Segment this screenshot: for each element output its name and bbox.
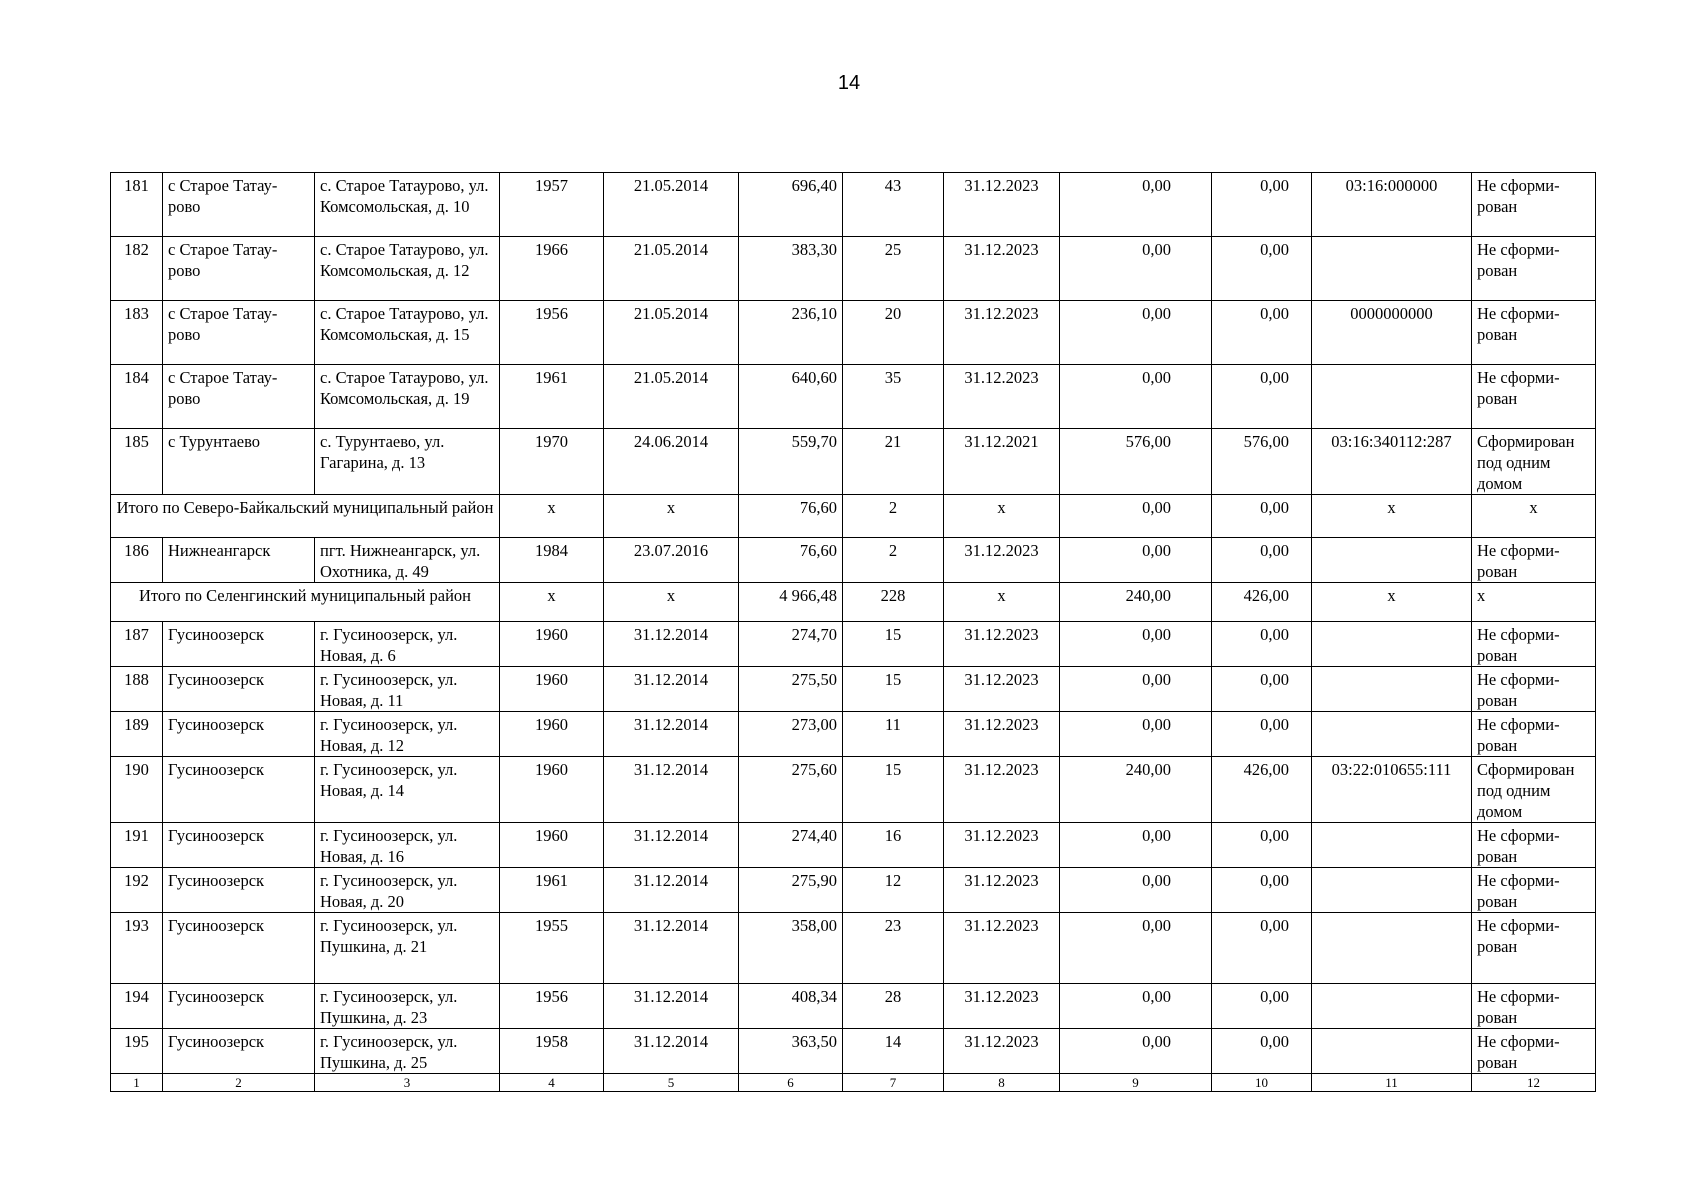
cell-residents: 11 [843, 712, 944, 757]
cell-deadline: 31.12.2023 [944, 622, 1060, 667]
cell-cadastral: 03:16:340112:287 [1312, 429, 1472, 495]
cell-col10: 0,00 [1212, 495, 1312, 538]
cell-deadline: 31.12.2023 [944, 237, 1060, 301]
cell-col10: 426,00 [1212, 583, 1312, 622]
cell-col9: 240,00 [1060, 583, 1212, 622]
column-number: 10 [1212, 1074, 1312, 1092]
cell-area: 275,60 [739, 757, 843, 823]
cell-residents: 12 [843, 868, 944, 913]
column-number: 9 [1060, 1074, 1212, 1092]
cell-settlement: с Старое Татау-рово [163, 173, 315, 237]
cell-cadastral [1312, 622, 1472, 667]
cell-year: 1961 [500, 868, 604, 913]
cell-date: x [604, 495, 739, 538]
cell-status: x [1472, 583, 1596, 622]
cell-col9: 0,00 [1060, 984, 1212, 1029]
cell-status: x [1472, 495, 1596, 538]
housing-registry-table [110, 172, 1596, 1092]
cell-col9: 0,00 [1060, 1029, 1212, 1074]
cell-date: x [604, 583, 739, 622]
cell-area: 640,60 [739, 365, 843, 429]
cell-no: 188 [111, 667, 163, 712]
cell-deadline: 31.12.2023 [944, 365, 1060, 429]
cell-status: Не сформи-рован [1472, 237, 1596, 301]
cell-col10: 0,00 [1212, 365, 1312, 429]
cell-area: 76,60 [739, 538, 843, 583]
cell-cadastral [1312, 538, 1472, 583]
cell-address: с. Старое Татаурово, ул. Комсомольская, д. 10 [315, 173, 500, 237]
cell-address: г. Гусиноозерск, ул. Новая, д. 12 [315, 712, 500, 757]
cell-year: 1960 [500, 757, 604, 823]
cell-settlement: Гусиноозерск [163, 622, 315, 667]
cell-year: 1958 [500, 1029, 604, 1074]
cell-date: 31.12.2014 [604, 1029, 739, 1074]
cell-year: 1960 [500, 622, 604, 667]
cell-status: Не сформи-рован [1472, 712, 1596, 757]
cell-year: 1956 [500, 984, 604, 1029]
cell-year: 1960 [500, 823, 604, 868]
cell-cadastral [1312, 868, 1472, 913]
cell-residents: 2 [843, 495, 944, 538]
cell-no: 192 [111, 868, 163, 913]
cell-area: 275,50 [739, 667, 843, 712]
table-row [111, 301, 1596, 365]
page-number: 14 [837, 72, 861, 94]
cell-col9: 0,00 [1060, 495, 1212, 538]
cell-col9: 576,00 [1060, 429, 1212, 495]
cell-address: пгт. Нижнеангарск, ул. Охотника, д. 49 [315, 538, 500, 583]
cell-deadline: 31.12.2023 [944, 538, 1060, 583]
table-row [111, 823, 1596, 868]
cell-year: 1960 [500, 712, 604, 757]
cell-status: Не сформи-рован [1472, 365, 1596, 429]
cell-residents: 15 [843, 667, 944, 712]
cell-area: 236,10 [739, 301, 843, 365]
table-row [111, 1029, 1596, 1074]
cell-col9: 0,00 [1060, 237, 1212, 301]
cell-date: 21.05.2014 [604, 365, 739, 429]
cell-date: 21.05.2014 [604, 173, 739, 237]
cell-no: 185 [111, 429, 163, 495]
table-row [111, 622, 1596, 667]
cell-col10: 0,00 [1212, 823, 1312, 868]
column-number: 5 [604, 1074, 739, 1092]
cell-area: 76,60 [739, 495, 843, 538]
cell-no: 184 [111, 365, 163, 429]
cell-col10: 0,00 [1212, 622, 1312, 667]
table-row [111, 868, 1596, 913]
cell-cadastral [1312, 913, 1472, 984]
column-number: 7 [843, 1074, 944, 1092]
cell-col10: 0,00 [1212, 301, 1312, 365]
cell-col9: 240,00 [1060, 757, 1212, 823]
cell-deadline: 31.12.2023 [944, 712, 1060, 757]
cell-residents: 20 [843, 301, 944, 365]
table-row [111, 237, 1596, 301]
cell-address: г. Гусиноозерск, ул. Пушкина, д. 23 [315, 984, 500, 1029]
cell-deadline: 31.12.2023 [944, 667, 1060, 712]
cell-deadline: 31.12.2023 [944, 913, 1060, 984]
cell-col10: 0,00 [1212, 173, 1312, 237]
cell-no: 187 [111, 622, 163, 667]
total-row-selenga [111, 583, 1596, 622]
cell-status: Не сформи-рован [1472, 823, 1596, 868]
cell-area: 383,30 [739, 237, 843, 301]
cell-settlement: Гусиноозерск [163, 823, 315, 868]
cell-residents: 15 [843, 622, 944, 667]
cell-deadline: x [944, 495, 1060, 538]
cell-col10: 576,00 [1212, 429, 1312, 495]
cell-col10: 0,00 [1212, 667, 1312, 712]
cell-year: x [500, 583, 604, 622]
cell-date: 31.12.2014 [604, 868, 739, 913]
cell-date: 23.07.2016 [604, 538, 739, 583]
cell-col9: 0,00 [1060, 868, 1212, 913]
cell-col9: 0,00 [1060, 913, 1212, 984]
cell-col9: 0,00 [1060, 538, 1212, 583]
cell-col10: 0,00 [1212, 913, 1312, 984]
cell-settlement: с Старое Татау-рово [163, 237, 315, 301]
cell-col9: 0,00 [1060, 823, 1212, 868]
cell-residents: 23 [843, 913, 944, 984]
total-label: Итого по Северо-Байкальский муниципальный район [111, 495, 500, 538]
cell-residents: 228 [843, 583, 944, 622]
cell-area: 408,34 [739, 984, 843, 1029]
cell-date: 31.12.2014 [604, 757, 739, 823]
column-number: 4 [500, 1074, 604, 1092]
cell-no: 190 [111, 757, 163, 823]
column-number: 1 [111, 1074, 163, 1092]
cell-residents: 15 [843, 757, 944, 823]
cell-col10: 0,00 [1212, 1029, 1312, 1074]
cell-address: г. Гусиноозерск, ул. Новая, д. 6 [315, 622, 500, 667]
cell-address: с. Старое Татаурово, ул. Комсомольская, д. 19 [315, 365, 500, 429]
cell-col9: 0,00 [1060, 365, 1212, 429]
cell-area: 696,40 [739, 173, 843, 237]
cell-residents: 28 [843, 984, 944, 1029]
cell-deadline: 31.12.2023 [944, 1029, 1060, 1074]
cell-col9: 0,00 [1060, 173, 1212, 237]
cell-date: 21.05.2014 [604, 237, 739, 301]
cell-date: 31.12.2014 [604, 913, 739, 984]
cell-status: Не сформи-рован [1472, 913, 1596, 984]
cell-col9: 0,00 [1060, 712, 1212, 757]
column-number: 8 [944, 1074, 1060, 1092]
cell-status: Не сформи-рован [1472, 173, 1596, 237]
cell-area: 363,50 [739, 1029, 843, 1074]
cell-deadline: x [944, 583, 1060, 622]
cell-year: 1956 [500, 301, 604, 365]
cell-status: Сформирован под одним домом [1472, 757, 1596, 823]
cell-no: 194 [111, 984, 163, 1029]
total-label: Итого по Селенгинский муниципальный район [111, 583, 500, 622]
cell-col10: 0,00 [1212, 984, 1312, 1029]
cell-cadastral: 03:22:010655:111 [1312, 757, 1472, 823]
cell-residents: 35 [843, 365, 944, 429]
cell-settlement: Гусиноозерск [163, 757, 315, 823]
cell-col10: 426,00 [1212, 757, 1312, 823]
cell-address: г. Гусиноозерск, ул. Новая, д. 11 [315, 667, 500, 712]
cell-col10: 0,00 [1212, 538, 1312, 583]
cell-area: 4 966,48 [739, 583, 843, 622]
cell-area: 274,40 [739, 823, 843, 868]
cell-residents: 21 [843, 429, 944, 495]
cell-no: 186 [111, 538, 163, 583]
cell-area: 275,90 [739, 868, 843, 913]
cell-status: Сформирован под одним домом [1472, 429, 1596, 495]
cell-settlement: Гусиноозерск [163, 868, 315, 913]
table-row [111, 365, 1596, 429]
table-row [111, 538, 1596, 583]
cell-deadline: 31.12.2021 [944, 429, 1060, 495]
cell-address: с. Турунтаево, ул. Гагарина, д. 13 [315, 429, 500, 495]
cell-cadastral [1312, 823, 1472, 868]
cell-cadastral [1312, 365, 1472, 429]
cell-year: 1957 [500, 173, 604, 237]
cell-status: Не сформи-рован [1472, 1029, 1596, 1074]
cell-settlement: Гусиноозерск [163, 667, 315, 712]
table-row [111, 667, 1596, 712]
cell-status: Не сформи-рован [1472, 301, 1596, 365]
cell-address: г. Гусиноозерск, ул. Новая, д. 20 [315, 868, 500, 913]
cell-settlement: Нижнеангарск [163, 538, 315, 583]
cell-col9: 0,00 [1060, 301, 1212, 365]
cell-area: 274,70 [739, 622, 843, 667]
cell-area: 358,00 [739, 913, 843, 984]
cell-address: с. Старое Татаурово, ул. Комсомольская, д. 12 [315, 237, 500, 301]
cell-settlement: с Турунтаево [163, 429, 315, 495]
cell-deadline: 31.12.2023 [944, 984, 1060, 1029]
table-row [111, 429, 1596, 495]
cell-cadastral: x [1312, 583, 1472, 622]
cell-year: 1984 [500, 538, 604, 583]
cell-address: с. Старое Татаурово, ул. Комсомольская, д. 15 [315, 301, 500, 365]
cell-residents: 16 [843, 823, 944, 868]
cell-area: 273,00 [739, 712, 843, 757]
table-row [111, 913, 1596, 984]
cell-residents: 2 [843, 538, 944, 583]
total-row-north-baikal [111, 495, 1596, 538]
cell-year: 1970 [500, 429, 604, 495]
cell-date: 31.12.2014 [604, 712, 739, 757]
cell-date: 31.12.2014 [604, 622, 739, 667]
cell-date: 31.12.2014 [604, 823, 739, 868]
cell-year: 1955 [500, 913, 604, 984]
cell-col9: 0,00 [1060, 667, 1212, 712]
cell-no: 195 [111, 1029, 163, 1074]
cell-date: 31.12.2014 [604, 667, 739, 712]
cell-col9: 0,00 [1060, 622, 1212, 667]
cell-deadline: 31.12.2023 [944, 823, 1060, 868]
cell-date: 24.06.2014 [604, 429, 739, 495]
cell-status: Не сформи-рован [1472, 868, 1596, 913]
cell-status: Не сформи-рован [1472, 538, 1596, 583]
cell-date: 31.12.2014 [604, 984, 739, 1029]
cell-address: г. Гусиноозерск, ул. Пушкина, д. 25 [315, 1029, 500, 1074]
cell-residents: 43 [843, 173, 944, 237]
cell-cadastral: 0000000000 [1312, 301, 1472, 365]
cell-status: Не сформи-рован [1472, 984, 1596, 1029]
cell-status: Не сформи-рован [1472, 622, 1596, 667]
cell-no: 189 [111, 712, 163, 757]
cell-no: 182 [111, 237, 163, 301]
cell-cadastral [1312, 712, 1472, 757]
cell-deadline: 31.12.2023 [944, 301, 1060, 365]
cell-settlement: Гусиноозерск [163, 984, 315, 1029]
cell-address: г. Гусиноозерск, ул. Пушкина, д. 21 [315, 913, 500, 984]
cell-year: x [500, 495, 604, 538]
cell-cadastral [1312, 1029, 1472, 1074]
cell-residents: 25 [843, 237, 944, 301]
column-numbers-row [111, 1074, 1596, 1092]
cell-settlement: Гусиноозерск [163, 1029, 315, 1074]
cell-cadastral [1312, 667, 1472, 712]
cell-col10: 0,00 [1212, 712, 1312, 757]
cell-cadastral [1312, 237, 1472, 301]
cell-status: Не сформи-рован [1472, 667, 1596, 712]
cell-no: 181 [111, 173, 163, 237]
cell-no: 183 [111, 301, 163, 365]
cell-address: г. Гусиноозерск, ул. Новая, д. 14 [315, 757, 500, 823]
cell-settlement: с Старое Татау-рово [163, 365, 315, 429]
column-number: 12 [1472, 1074, 1596, 1092]
cell-date: 21.05.2014 [604, 301, 739, 365]
cell-col10: 0,00 [1212, 868, 1312, 913]
table-row [111, 757, 1596, 823]
cell-deadline: 31.12.2023 [944, 757, 1060, 823]
cell-year: 1966 [500, 237, 604, 301]
column-number: 2 [163, 1074, 315, 1092]
cell-no: 191 [111, 823, 163, 868]
cell-col10: 0,00 [1212, 237, 1312, 301]
cell-year: 1960 [500, 667, 604, 712]
cell-no: 193 [111, 913, 163, 984]
cell-cadastral [1312, 984, 1472, 1029]
column-number: 3 [315, 1074, 500, 1092]
cell-area: 559,70 [739, 429, 843, 495]
cell-settlement: с Старое Татау-рово [163, 301, 315, 365]
cell-cadastral: 03:16:000000 [1312, 173, 1472, 237]
column-number: 6 [739, 1074, 843, 1092]
cell-deadline: 31.12.2023 [944, 173, 1060, 237]
cell-cadastral: x [1312, 495, 1472, 538]
table-row [111, 984, 1596, 1029]
cell-residents: 14 [843, 1029, 944, 1074]
column-number: 11 [1312, 1074, 1472, 1092]
cell-deadline: 31.12.2023 [944, 868, 1060, 913]
cell-settlement: Гусиноозерск [163, 913, 315, 984]
cell-year: 1961 [500, 365, 604, 429]
cell-address: г. Гусиноозерск, ул. Новая, д. 16 [315, 823, 500, 868]
table-row [111, 173, 1596, 237]
table-row [111, 712, 1596, 757]
cell-settlement: Гусиноозерск [163, 712, 315, 757]
